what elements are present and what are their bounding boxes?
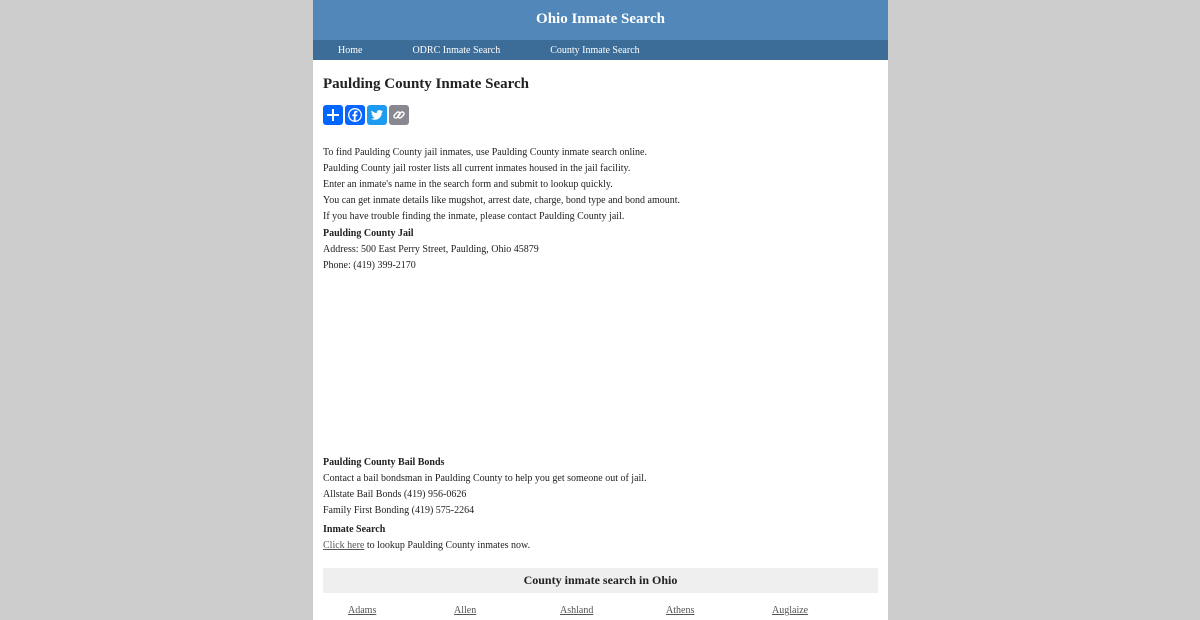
nav-item-home[interactable]: Home [338,44,363,56]
bail-bonds-description: Contact a bail bondsman in Paulding County to help you get someone out of jail. [323,473,647,484]
inmate-search-suffix: to lookup Paulding County inmates now. [364,540,531,551]
intro-line: If you have trouble finding the inmate, please contact Paulding County jail. [323,211,625,222]
share-bar [323,105,409,125]
inmate-search-section [323,522,530,554]
inmate-search-heading: Inmate Search [323,524,386,535]
inmate-search-line [323,538,530,554]
facebook-share-button[interactable] [345,105,365,125]
share-button[interactable] [323,105,343,125]
facebook-icon [348,108,362,122]
county-list [348,605,878,616]
ad-slot [323,280,878,450]
intro-line: Paulding County jail roster lists all current inmates housed in the jail facility. [323,163,631,174]
site-title-link[interactable]: Ohio Inmate Search [536,11,665,27]
page-container [313,0,888,620]
bail-bonds-info [323,455,647,519]
copy-link-icon [392,108,406,122]
bondsman-entry: Allstate Bail Bonds (419) 956-0626 [323,489,467,500]
copy-link-button[interactable] [389,105,409,125]
nav-item-odrc-inmate-search[interactable]: ODRC Inmate Search [412,44,501,56]
county-link-ashland[interactable]: Ashland [560,605,594,616]
bail-bonds-heading: Paulding County Bail Bonds [323,457,445,468]
county-link-adams[interactable]: Adams [348,605,377,616]
page-title: Paulding County Inmate Search [323,76,530,92]
county-link-athens[interactable]: Athens [666,605,695,616]
intro-text [323,145,680,225]
twitter-share-button[interactable] [367,105,387,125]
twitter-icon [370,108,384,122]
plus-icon [326,108,340,122]
intro-line: You can get inmate details like mugshot, arrest date, charge, bond type and bond amount. [323,195,681,206]
intro-line: Enter an inmate's name in the search form and submit to lookup quickly. [323,179,613,190]
county-link-allen[interactable]: Allen [454,605,477,616]
intro-line: To find Paulding County jail inmates, use Paulding County inmate search online. [323,147,647,158]
county-search-header [323,568,878,593]
main-nav [313,40,888,60]
bondsman-entry: Family First Bonding (419) 575-2264 [323,505,475,516]
jail-info [323,226,539,274]
county-link-auglaize[interactable]: Auglaize [772,605,809,616]
jail-heading: Paulding County Jail [323,228,414,239]
county-search-heading: County inmate search in Ohio [523,573,678,587]
jail-phone: Phone: (419) 399-2170 [323,260,416,271]
jail-address: Address: 500 East Perry Street, Paulding, Ohio 45879 [323,244,539,255]
site-header [313,0,888,40]
nav-item-county-inmate-search[interactable]: County Inmate Search [550,44,640,56]
click-here-link[interactable]: Click here [323,540,365,551]
